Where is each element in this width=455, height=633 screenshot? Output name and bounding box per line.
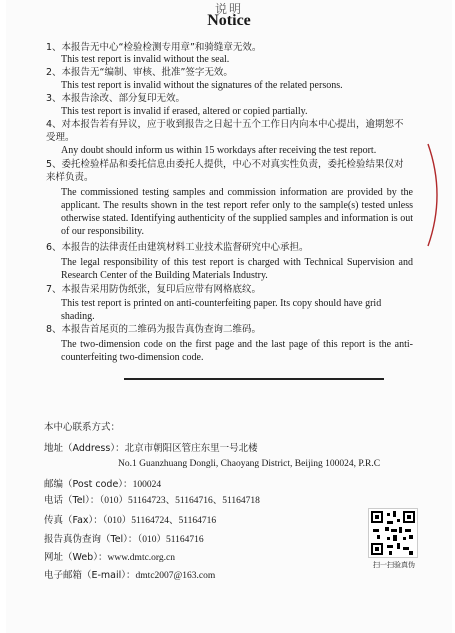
notice-item-3-cn: 3、本报告涂改、部分复印无效。 [46,93,186,104]
notice-page [6,0,452,633]
fax-value: （010）51164724、51164716 [102,516,217,526]
notice-item-7-en: This test report is printed on anti-counterfeiting paper. Its copy should have grid shading. [61,298,382,322]
web-link[interactable]: www.dmtc.org.cn [107,553,176,563]
notice-item-1-en: This test report is invalid without the seal. [61,54,230,65]
notice-item-5-en: The commissioned testing samples and commission information are provided by the applicant. The results shown in the test report refer only to the sample(s) tested unless otherwise stated. Identifying authenticity of the supplied samples and information is out of our responsibility. [61,187,413,237]
notice-item-8-cn: 8、本报告首尾页的二维码为报告真伪查询二维码。 [46,324,262,335]
notice-item-2-en: This test report is invalid without the signatures of the related persons. [61,80,343,91]
postcode-value: 100024 [132,480,162,490]
notice-item-3-en: This test report is invalid if erased, altered or copied partially. [61,106,308,117]
notice-item-5-cn: 5、委托检验样品和委托信息由委托人提供，中心不对真实性负责，委托检验结果仅对来样负责。 [46,159,404,183]
notice-item-6-cn: 6、本报告的法律责任由建筑材料工业技术监督研究中心承担。 [46,242,309,253]
address-cn: 北京市朝阳区管庄东里一号北楼 [124,443,258,454]
contact-heading: 本中心联系方式： [44,422,121,433]
postcode-label: 邮编（Post code）： [44,479,133,490]
query-label: 报告真伪查询（Tel）： [44,534,138,545]
notice-item-1-cn: 1、本报告无中心“检验检测专用章”和骑缝章无效。 [46,42,262,53]
notice-item-6-en: The legal responsibility of this test report is charged with Technical Supervision and Research Center of the Building Materials Industry. [61,257,413,281]
web-label: 网址（Web）： [44,552,108,563]
stamp-edge-mark [424,140,448,250]
tel-value: （010）51164723、51164716、51164718 [99,496,260,506]
notice-item-2-cn: 2、本报告无“编制、审核、批准”签字无效。 [46,67,233,78]
qr-caption: 扫一扫验真伪 [373,561,415,569]
email-link[interactable]: dmtc2007@163.com [135,571,216,581]
section-divider [124,378,384,380]
address-label: 地址（Address）： [44,443,125,454]
query-tel-value: （010）51164716 [137,535,204,545]
fax-label: 传真（Fax）： [44,515,103,526]
notice-item-4-cn: 4、对本报告若有异议，应于收到报告之日起十五个工作日内向本中心提出，逾期恕不受理。 [46,119,404,143]
tel-label: 电话（Tel）： [44,495,100,506]
notice-item-4-en: Any doubt should inform us within 15 workdays after receiving the test report. [61,145,377,156]
email-label: 电子邮箱（E-mail）： [44,570,136,581]
page-title: Notice [207,12,251,29]
qr-code-icon[interactable] [368,508,418,558]
notice-item-8-en: The two-dimension code on the first page and the last page of this report is the anti-counterfeiting two-dimension code. [61,339,413,363]
address-en: No.1 Guanzhuang Dongli, Chaoyang District, Beijing 100024, P.R.C [118,459,381,469]
page-header-cut: 说明 [214,2,243,16]
notice-item-7-cn: 7、本报告采用防伪纸张，复印后应带有网格底纹。 [46,284,262,295]
